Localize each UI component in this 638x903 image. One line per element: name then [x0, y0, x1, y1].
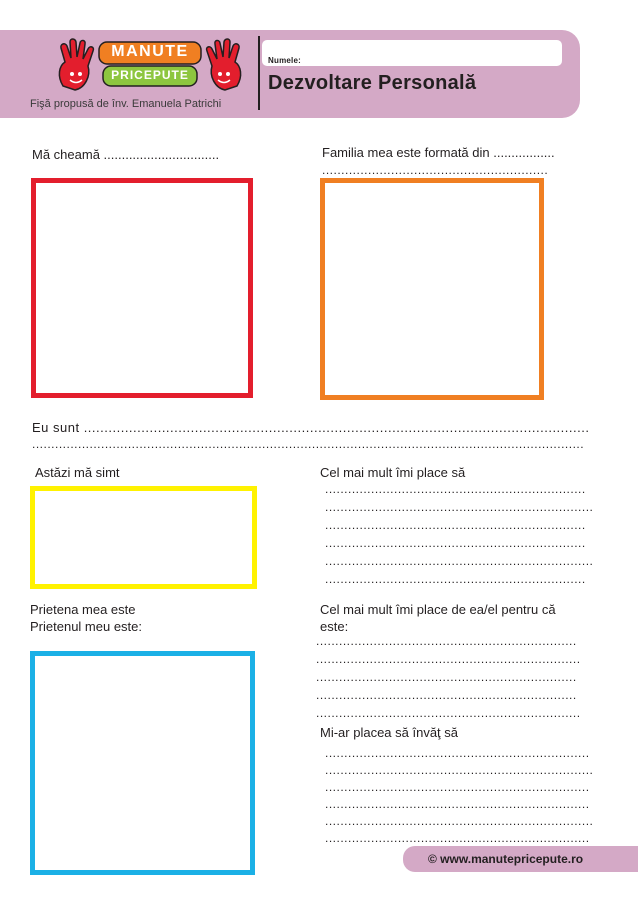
- header-divider: [258, 36, 260, 110]
- blue-drawing-box[interactable]: [30, 651, 255, 875]
- name-field[interactable]: [262, 40, 562, 66]
- red-drawing-box[interactable]: [31, 178, 253, 398]
- logo-text-bottom: PRICEPUTE: [111, 68, 189, 82]
- page-title: Dezvoltare Personală: [268, 72, 477, 94]
- website-link[interactable]: © www.manutepricepute.ro: [428, 852, 584, 866]
- invat-line: .....................................................................: [325, 797, 590, 811]
- invat-line: .....................................................................: [325, 831, 590, 845]
- place-line: ....................................................................: [325, 518, 586, 532]
- familia-label: Familia mea este formată din .................: [322, 145, 555, 160]
- ea-el-line: ....................................................................: [316, 670, 577, 684]
- name-label: Numele:: [268, 56, 301, 65]
- invat-line: .....................................................................: [325, 780, 590, 794]
- prietena-label: Prietena mea este: [30, 602, 136, 617]
- ea-el-lines: [316, 634, 606, 724]
- author-credit: Fişă propusă de înv. Emanuela Patrichi: [30, 98, 222, 110]
- place-line: ......................................................................: [325, 500, 594, 514]
- orange-drawing-box[interactable]: [320, 178, 544, 400]
- invat-label: Mi-ar placea să învăţ să: [320, 725, 459, 740]
- invat-line: .....................................................................: [325, 746, 590, 760]
- ea-el-line: ....................................................................: [316, 634, 577, 648]
- cel-mai-mult-label: Cel mai mult îmi place să: [320, 465, 466, 480]
- place-line: ....................................................................: [325, 482, 586, 496]
- invat-lines: [325, 746, 615, 848]
- invat-line: ......................................................................: [325, 763, 594, 777]
- eu-sunt-line-2: ................................................................................................................................................: [32, 437, 585, 451]
- place-line: ....................................................................: [325, 536, 586, 550]
- place-line: ......................................................................: [325, 554, 594, 568]
- invat-line: ......................................................................: [325, 814, 594, 828]
- eu-sunt-line-1: Eu sunt ...........................................................................................................................: [32, 420, 590, 435]
- logo-text-top: MANUTE: [111, 43, 189, 60]
- yellow-drawing-box[interactable]: [30, 486, 257, 589]
- prietenul-label: Prietenul meu este:: [30, 619, 143, 634]
- ea-el-line: ....................................................................: [316, 688, 577, 702]
- place-line: ....................................................................: [325, 572, 586, 586]
- ma-cheama-label: Mă cheamă ................................: [32, 147, 220, 162]
- ea-el-line: .....................................................................: [316, 652, 581, 666]
- ea-el-label-2: este:: [320, 619, 349, 634]
- ea-el-label: Cel mai mult îmi place de ea/el pentru că: [320, 602, 556, 617]
- astazi-label: Astăzi mă simt: [35, 465, 120, 480]
- ea-el-line: .....................................................................: [316, 706, 581, 720]
- place-lines: [325, 482, 615, 590]
- familia-dots: ...........................................................: [322, 163, 549, 177]
